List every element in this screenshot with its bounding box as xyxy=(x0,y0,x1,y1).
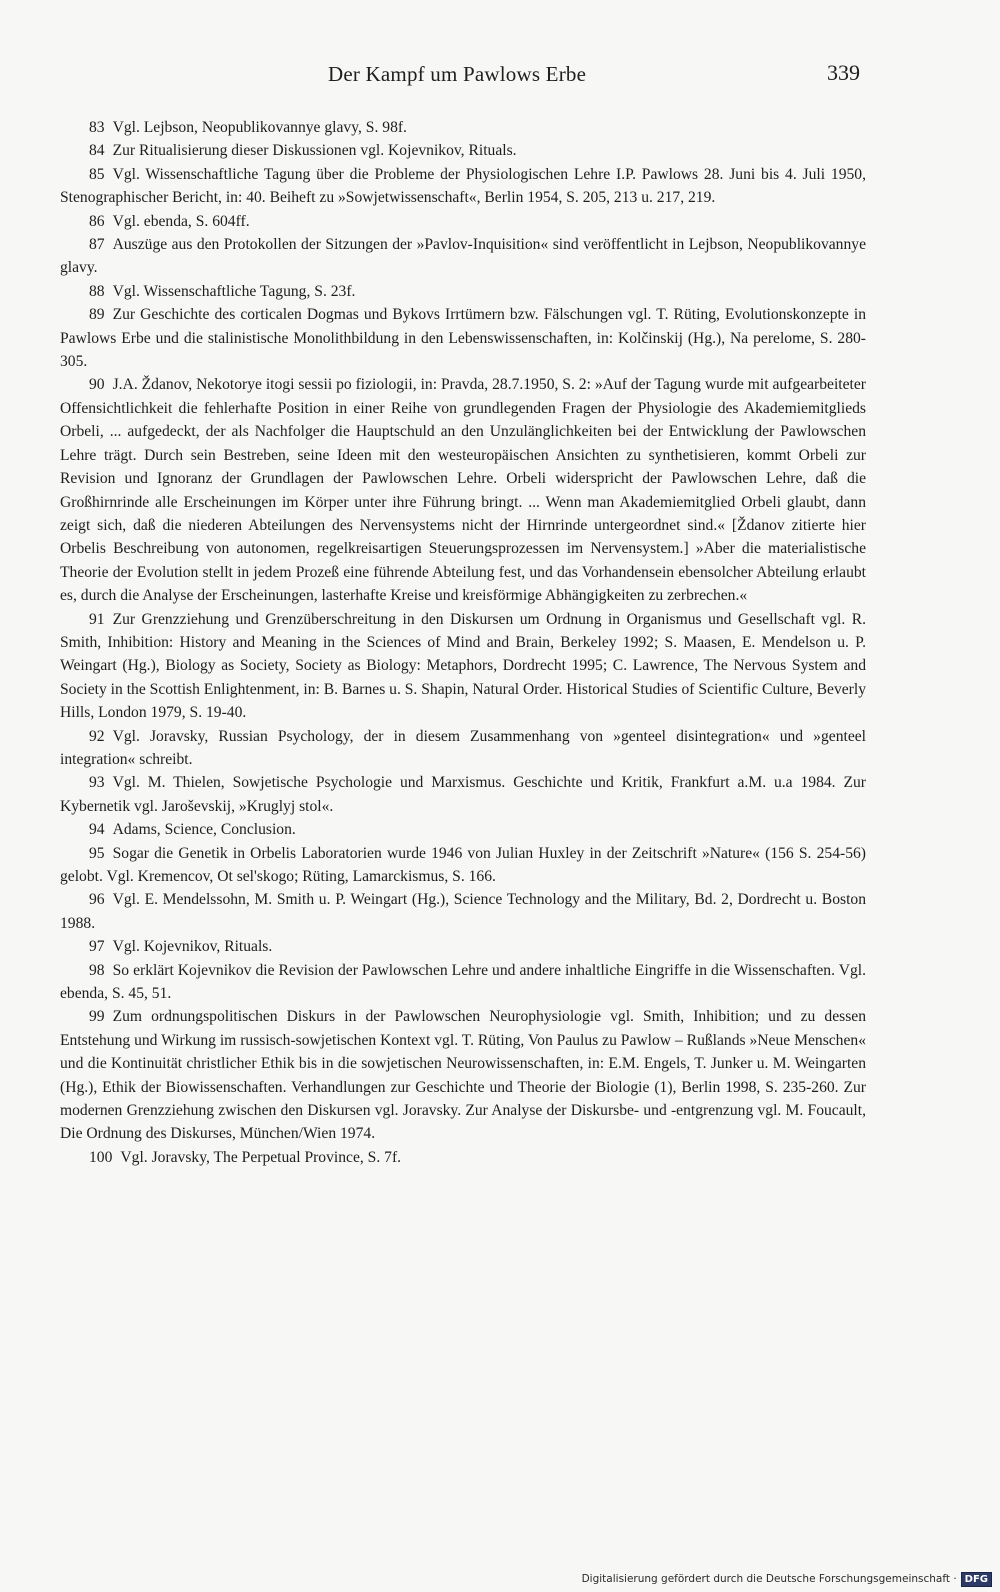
endnote-number: 95 xyxy=(89,844,105,862)
endnote xyxy=(60,771,866,818)
endnote xyxy=(60,842,866,889)
digitization-credit xyxy=(582,1570,992,1588)
endnote-number: 92 xyxy=(89,727,105,745)
endnote xyxy=(60,210,866,233)
endnote xyxy=(60,1146,866,1169)
endnote-number: 84 xyxy=(89,142,105,160)
endnote-text: Zur Ritualisierung dieser Diskussionen vgl. Kojevnikov, Rituals. xyxy=(112,142,517,160)
endnote-number: 85 xyxy=(89,165,105,183)
endnote-text: Vgl. Kojevnikov, Rituals. xyxy=(112,938,273,956)
endnote-text: J.A. Ždanov, Nekotorye itogi sessii po fiziologii, in: Pravda, 28.7.1950, S. 2: »Auf der Tagung wurde mit aufgearbeiteter Offensichtlichkeit die fehlerhafte Position in einer Reihe von grundlegenden Fragen der Physiologie des Akademiemitglieds Orbeli, ... aufgedeckt, der als Nachfolger die Hauptschuld an den Unzulänglichkeiten bei der Entwicklung der Pawlowschen Lehre trägt. Durch sein Bestreben, seine Ideen mit den westeuropäischen Ansichten zu synthetisieren, kommt Orbeli zur Revision und Ignoranz der Grundlagen der Pawlowschen Lehre. Orbeli widerspricht der Pawlowschen Lehre, daß die Großhirnrinde alle Erscheinungen im Körper unter ihre Führung bringt. ... Wenn man Akademiemitglied Orbeli glaubt, dann zeigt sich, daß die niederen Abteilungen des Nervensystems nicht der Hirnrinde untergeordnet sind.« [Ždanov zitierte hier Orbelis Beschreibung von autonomen, regelkreisartigen Steuerungsprozessen im Nervensystem.] »Aber die materialistische Theorie der Evolution stellt in jedem Prozeß eine führende Abteilung fest, und das Vorhandensein ebensolcher Abteilung erlaubt es, durch die Analyse der Erscheinungen, lasterhafte Kreise und kreisförmige Abhängigkeiten zu zerbrechen.« xyxy=(60,376,866,605)
endnote xyxy=(60,139,866,162)
endnote-number: 99 xyxy=(89,1008,105,1026)
endnotes xyxy=(60,116,866,1169)
endnote-text: Vgl. Wissenschaftliche Tagung, S. 23f. xyxy=(112,282,356,300)
endnote-number: 98 xyxy=(89,961,105,979)
endnote-text: Vgl. Joravsky, The Perpetual Province, S. 7f. xyxy=(120,1148,402,1166)
endnote-number: 88 xyxy=(89,282,105,300)
endnote-text: Vgl. M. Thielen, Sowjetische Psychologie und Marxismus. Geschichte und Kritik, Frankfurt a.M. u.a 1984. Zur Kybernetik vgl. Jaroševskij, »Kruglyj stol«. xyxy=(60,774,866,815)
endnote-text: Vgl. E. Mendelssohn, M. Smith u. P. Weingart (Hg.), Science Technology and the Military, Bd. 2, Dordrecht u. Boston 1988. xyxy=(60,891,866,932)
endnote xyxy=(60,233,866,280)
endnote-number: 83 xyxy=(89,119,105,136)
endnote-text: Auszüge aus den Protokollen der Sitzungen der »Pavlov-Inquisition« sind veröffentlicht in Lejbson, Neopublikovannye glavy. xyxy=(60,236,866,277)
page-number: 339 xyxy=(827,60,860,85)
endnote-number: 90 xyxy=(89,376,105,394)
endnote-text: Vgl. Wissenschaftliche Tagung über die Probleme der Physiologischen Lehre I.P. Pawlows 28. Juni bis 4. Juli 1950, Stenographischer Bericht, in: 40. Beiheft zu »Sowjetwissenschaft«, Berlin 1954, S. 205, 213 u. 217, 219. xyxy=(60,165,866,207)
running-title: Der Kampf um Pawlows Erbe xyxy=(328,62,587,86)
endnote-text: Zur Geschichte des corticalen Dogmas und Bykovs Irrtümern bzw. Fälschungen vgl. T. Rüting, Evolutionskonzepte in Pawlows Erbe und die stalinistische Monolithbildung in den Lebenswissenschaften, in: Kolčinskij (Hg.), Na perelome, S. 280-305. xyxy=(60,306,866,371)
endnote-text: Vgl. Joravsky, Russian Psychology, der in diesem Zusammenhang von »genteel disintegration« und »genteel integration« schreibt. xyxy=(60,727,866,768)
endnote-text: Vgl. Lejbson, Neopublikovannye glavy, S. 98f. xyxy=(112,119,407,136)
endnote-text: Sogar die Genetik in Orbelis Laboratorien wurde 1946 von Julian Huxley in der Zeitschrift »Nature« (156 S. 254-56) gelobt. Vgl. Kremencov, Ot sel'skogo; Rüting, Lamarckismus, S. 166. xyxy=(60,844,866,885)
endnote xyxy=(60,935,866,958)
endnote-text: Zum ordnungspolitischen Diskurs in der Pawlowschen Neurophysiologie vgl. Smith, Inhibition; und zu dessen Entstehung und Wirkung im russisch-sowjetischen Kontext vgl. T. Rüting, Von Paulus zu Pawlow – Rußlands »Neue Menschen« und die Kontinuität christlicher Ethik bis in die sowjetischen Neurowissenschaften, in: E.M. Engels, T. Junker u. M. Weingarten (Hg.), Ethik der Biowissenschaften. Verhandlungen zur Geschichte und Theorie der Biologie (1), Berlin 1998, S. 235-260. Zur modernen Grenzziehung zwischen den Diskursen vgl. Joravsky. Zur Analyse der Diskursbe- und -entgrenzung vgl. M. Foucault, Die Ordnung des Diskurses, München/Wien 1974. xyxy=(60,1008,866,1143)
endnote xyxy=(60,888,866,935)
endnote-text: Zur Grenzziehung und Grenzüberschreitung in den Diskursen um Ordnung in Organismus und Gesellschaft vgl. R. Smith, Inhibition: History and Meaning in the Sciences of Mind and Brain, Berkeley 1992; S. Maasen, E. Mendelson u. P. Weingart (Hg.), Biology as Society, Society as Biology: Metaphors, Dordrecht 1995; C. Lawrence, The Nervous System and Society in the Scottish Enlightenment, in: B. Barnes u. S. Shapin, Natural Order. Historical Studies of Scientific Culture, Beverly Hills, London 1979, S. 19-40. xyxy=(60,610,866,722)
endnote xyxy=(60,725,866,772)
endnote xyxy=(60,959,866,1006)
endnote-number: 96 xyxy=(89,891,105,909)
endnote xyxy=(60,608,866,725)
endnote-number: 91 xyxy=(89,610,105,628)
endnote xyxy=(60,116,866,139)
credit-text: Digitalisierung gefördert durch die Deutsche Forschungsgemeinschaft · xyxy=(581,1573,957,1585)
running-head xyxy=(60,60,860,92)
endnote-number: 97 xyxy=(89,938,105,956)
endnote xyxy=(60,280,866,303)
endnote-number: 94 xyxy=(89,821,105,839)
endnote-text: Adams, Science, Conclusion. xyxy=(112,821,296,839)
endnote xyxy=(60,373,866,607)
endnote xyxy=(60,303,866,373)
endnote-text: So erklärt Kojevnikov die Revision der Pawlowschen Lehre und andere inhaltliche Eingriffe in die Wissenschaften. Vgl. ebenda, S. 45, 51. xyxy=(60,961,866,1003)
endnote xyxy=(60,1005,866,1145)
endnote-number: 89 xyxy=(89,306,105,324)
endnote-text: Vgl. ebenda, S. 604ff. xyxy=(112,212,250,230)
endnote-number: 87 xyxy=(89,236,105,254)
endnote xyxy=(60,818,866,841)
endnote-number: 86 xyxy=(89,212,105,230)
endnote-number: 93 xyxy=(89,774,105,792)
endnote xyxy=(60,163,866,210)
endnote-number: 100 xyxy=(89,1148,113,1166)
dfg-logo: DFG xyxy=(961,1572,992,1587)
